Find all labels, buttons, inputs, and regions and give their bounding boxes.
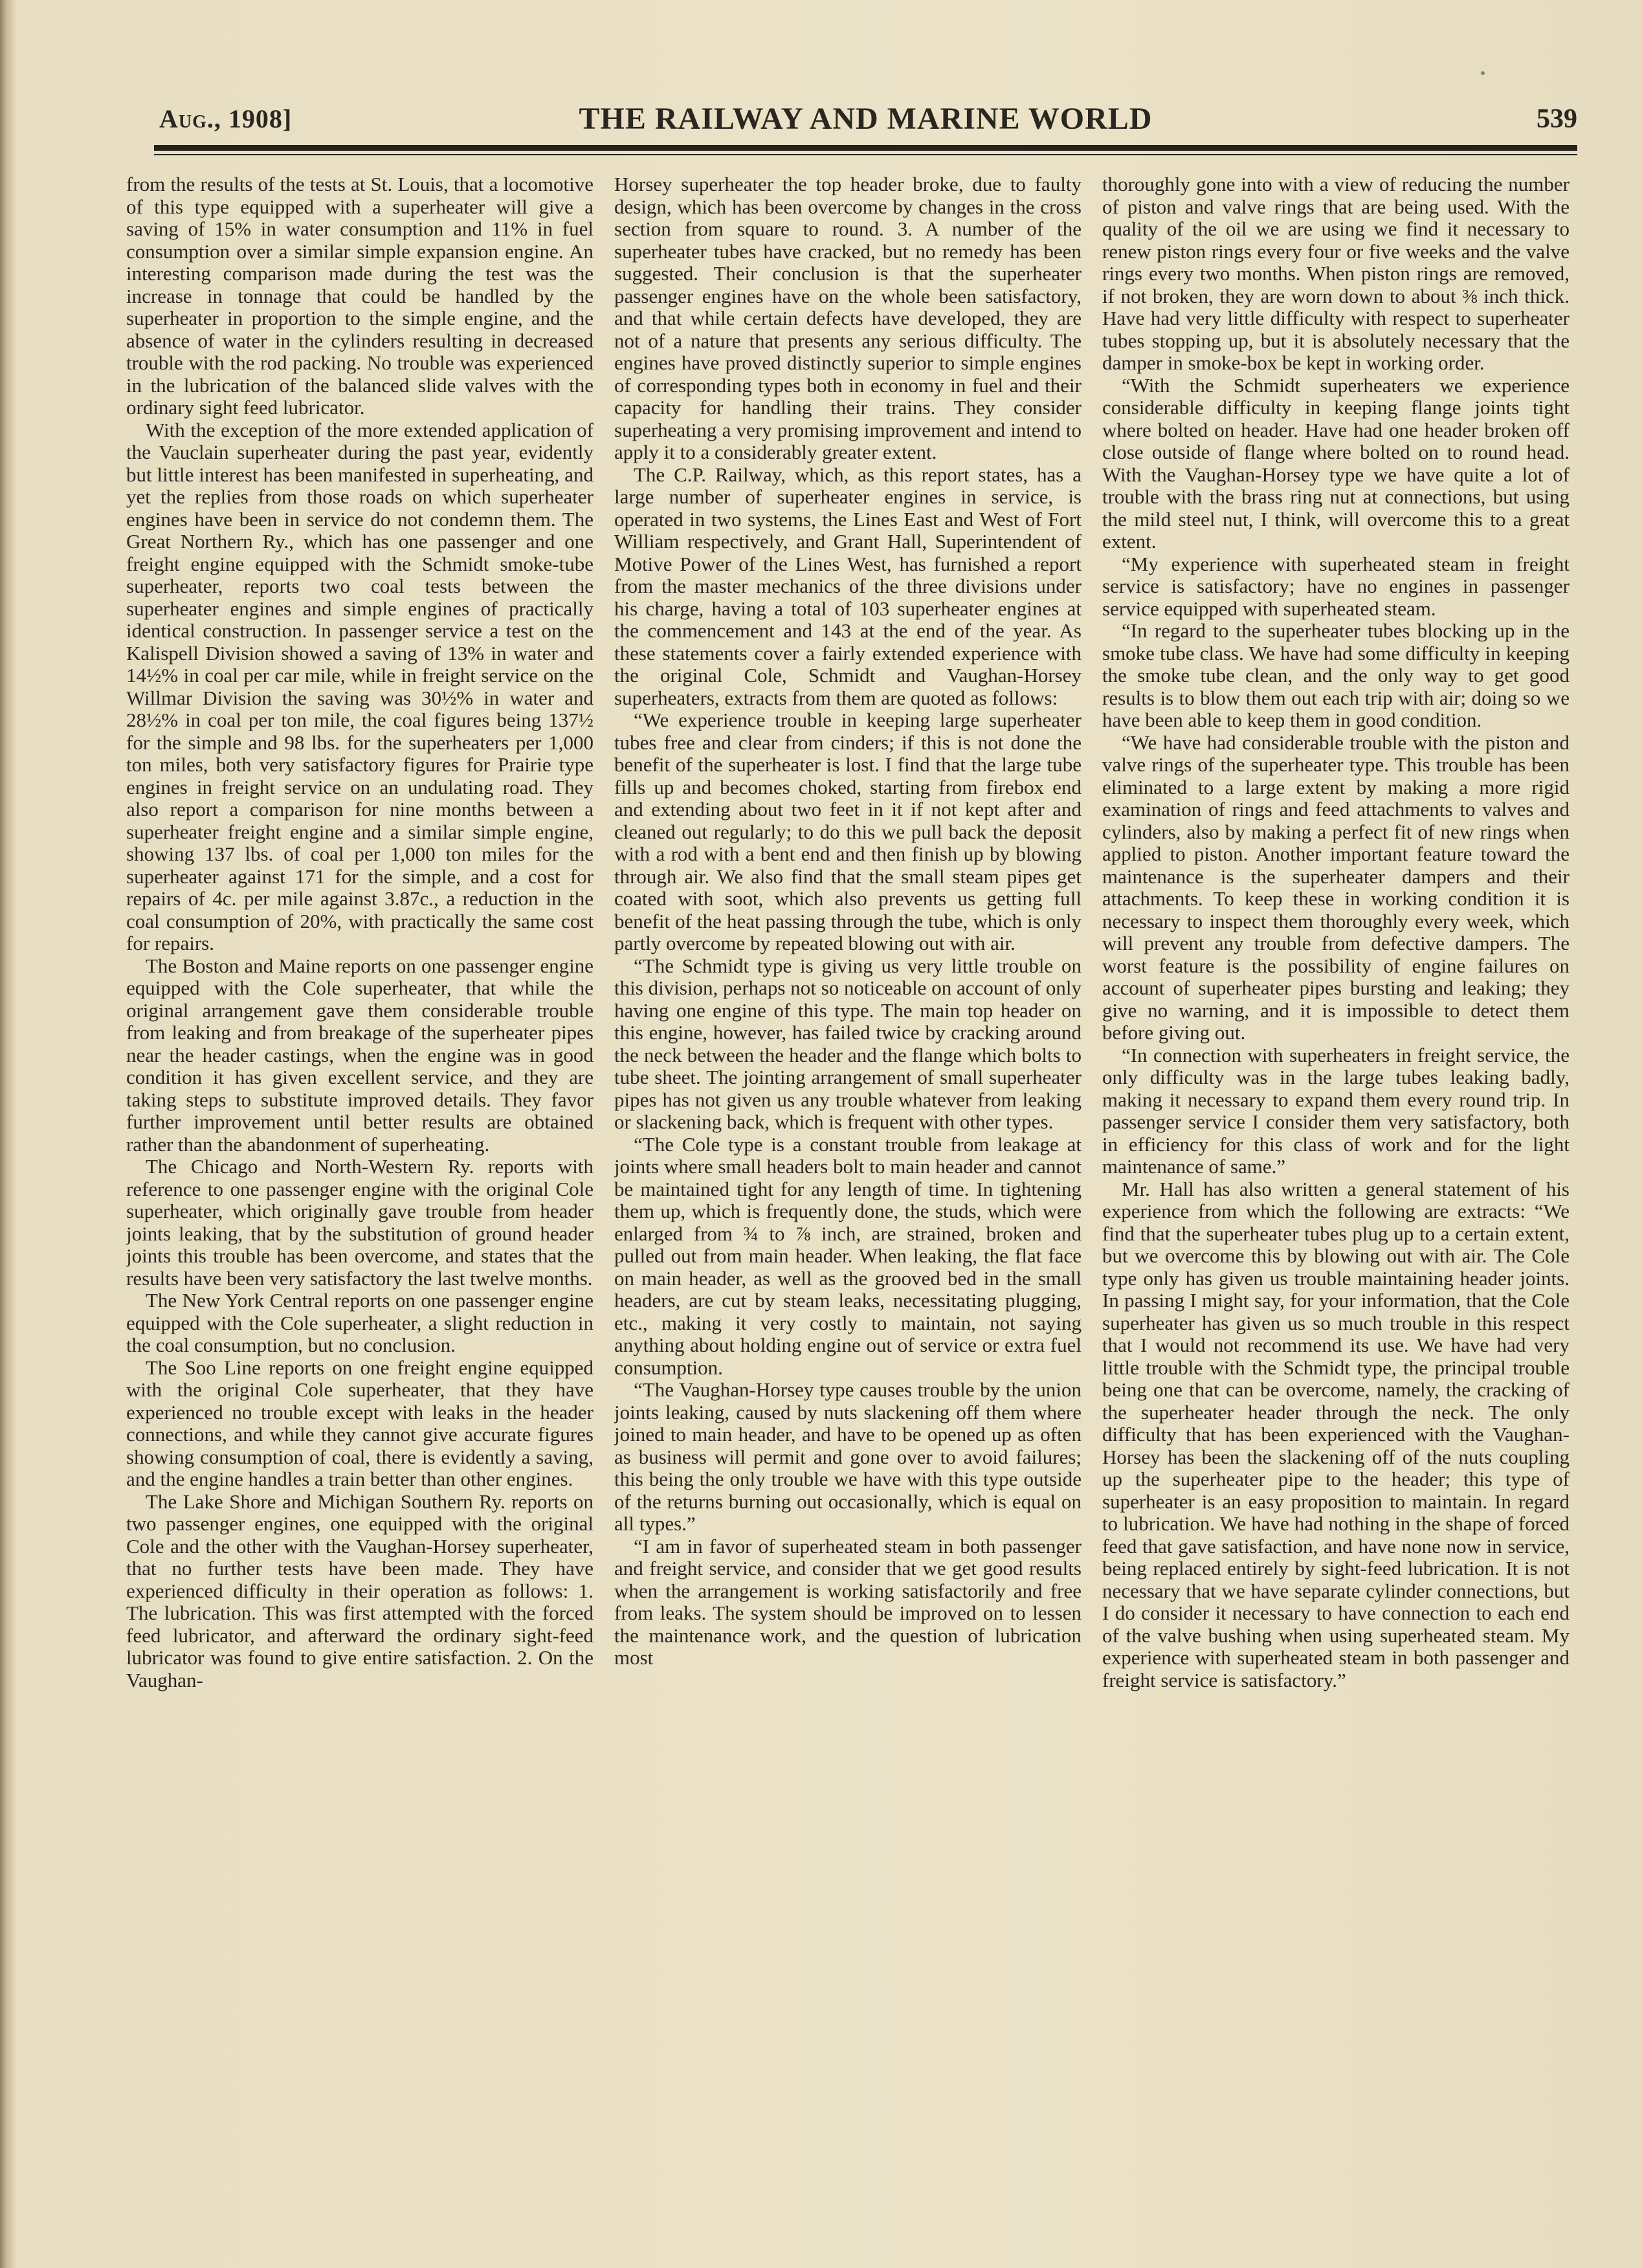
paragraph: “In regard to the superheater tubes blocking up in the smoke tube class. We have had some difficulty in keeping the smoke tube clean, and the only way to get good results is to blow them out each trip with air; doing so we have been able to keep them in good condition. (1102, 619, 1570, 731)
article-body (126, 173, 1570, 2244)
paragraph: “The Schmidt type is giving us very little trouble on this division, perhaps not so noticeable on account of only having one engine of this type. The main top header on this engine, however, has failed twice by cracking around the neck between the header and the flange which bolts to tube sheet. The jointing arrangement of small superheater pipes has not given us any trouble whatever from leaking or slackening back, which is frequent with other types. (614, 954, 1082, 1133)
column-1 (126, 173, 594, 2244)
paragraph: With the exception of the more extended application of the Vauclain superheater during the past year, evidently but little interest has been manifested in superheating, and yet the replies from those roads on which superheater engines have been in service do not condemn them. The Great Northern Ry., which has one passenger and one freight engine equipped with the Schmidt smoke-tube superheater, reports two coal tests between the superheater engines and simple engines of practically identical construction. In passenger service a test on the Kalispell Division showed a saving of 13% in water and 14½% in coal per car mile, while in freight service on the Willmar Division the saving was 30½% in water and 28½% in coal per ton mile, the coal figures being 137½ for the simple and 98 lbs. for the superheaters per 1,000 ton miles, both very satisfactory figures for Prairie type engines in freight service on an undulating road. They also report a comparison for nine months between a superheater freight engine and a similar simple engine, showing 137 lbs. of coal per 1,000 ton miles for the superheater against 171 for the simple, and a cost for repairs of 4c. per mile against 3.87c., a reduction in the coal consumption of 20%, with practically the same cost for repairs. (126, 418, 594, 954)
header-rule-thick (154, 145, 1577, 151)
running-header (154, 97, 1577, 142)
column-2 (614, 173, 1082, 2244)
publication-title: THE RAILWAY AND MARINE WORLD (579, 102, 1153, 136)
paragraph: Mr. Hall has also written a general statement of his experience from which the following are extracts: “We find that the superheater tubes plug up to a certain extent, but we overcome this by blowing out with air. The Cole type only has given us trouble maintaining header joints. In passing I might say, for your information, that the Cole superheater has given us so much trouble in this respect that I would not recommend its use. We have had very little trouble with the Schmidt type, the principal trouble being one that can be overcome, namely, the cracking of the superheater header through the neck. The only difficulty that has been experienced with the Vaughan-Horsey has been the slackening off of the nuts coupling up the superheater pipe to the header; this type of superheater is an easy proposition to maintain. In regard to lubrication. We have had nothing in the shape of forced feed that gave satisfaction, and have none now in service, being replaced entirely by sight-feed lubrication. It is not necessary that we have separate cylinder connections, but I do consider it necessary to have connection to each end of the valve bushing when using superheated steam. My experience with superheated steam in both passenger and freight service is satisfactory.” (1102, 1177, 1570, 1691)
paragraph: The Chicago and North-Western Ry. reports with reference to one passenger engine with the original Cole superheater, which originally gave trouble from header joints leaking, that by the substitution of ground header joints this trouble has been overcome, and states that the results have been very satisfactory the last twelve months. (126, 1155, 594, 1290)
paragraph: The Soo Line reports on one freight engine equipped with the original Cole superheater, that they have experienced no trouble except with leaks in the header connections, and while they cannot give accurate figures showing consumption of coal, there is evidently a saving, and the engine handles a train better than other engines. (126, 1356, 594, 1490)
paragraph: from the results of the tests at St. Louis, that a locomotive of this type equipped with a superheater will give a saving of 15% in water consumption and 11% in fuel consumption over a similar simple expansion engine. An interesting comparison made during the test was the increase in tonnage that could be handled by the superheater in proportion to the simple engine, and the absence of water in the cylinders resulting in decreased trouble with the rod packing. No trouble was experienced in the lubrication of the balanced slide valves with the ordinary sight feed lubricator. (126, 173, 594, 419)
paragraph: thoroughly gone into with a view of reducing the number of piston and valve rings that are being used. With the quality of the oil we are using we find it necessary to renew piston rings every four or five weeks and the valve rings every two months. When piston rings are removed, if not broken, they are worn down to about ⅜ inch thick. Have had very little difficulty with respect to superheater tubes stopping up, but it is absolutely necessary that the damper in smoke-box be kept in working order. (1102, 173, 1570, 374)
paragraph: “With the Schmidt superheaters we experience considerable difficulty in keeping flange joints tight where bolted on header. Have had one header broken off close outside of flange where bolted on to round head. With the Vaughan-Horsey type we have quite a lot of trouble with the brass ring nut at connections, but using the mild steel nut, I think, will overcome this to a great extent. (1102, 373, 1570, 553)
paragraph: “In connection with superheaters in freight service, the only difficulty was in the large tubes leaking badly, making it necessary to expand them every round trip. In passenger service I consider them very satisfactory, both in efficiency for this class of work and for the light maintenance of same.” (1102, 1043, 1570, 1178)
paragraph: The Boston and Maine reports on one passenger engine equipped with the Cole superheater, that while the original arrangement gave them considerable trouble from leaking and from breakage of the superheater pipes near the header castings, when the engine was in good condition it has given excellent service, and they are taking steps to substitute improved details. They favor further improvement until better results are obtained rather than the abandonment of superheating. (126, 954, 594, 1156)
page-number: 539 (1537, 104, 1577, 134)
paragraph: “We experience trouble in keeping large superheater tubes free and clear from cinders; if this is not done the benefit of the superheater is lost. I find that the large tube fills up and becomes choked, starting from firebox end and extending about two feet in it if not kept after and cleaned out regularly; to do this we pull back the deposit with a rod with a bent end and then finish up by blowing through air. We also find that the small steam pipes get coated with soot, which also prevents us getting full benefit of the heat passing through the tube, which is only partly overcome by repeated blowing out with air. (614, 709, 1082, 954)
column-3 (1102, 173, 1570, 2244)
paragraph: Horsey superheater the top header broke, due to faulty design, which has been overcome by changes in the cross section from square to round. 3. A number of the superheater tubes have cracked, but no remedy has been suggested. Their conclusion is that the superheater passenger engines have on the whole been satisfactory, and that while certain defects have developed, they are not of a nature that presents any serious difficulty. The engines have proved distinctly superior to simple engines of corresponding types both in economy in fuel and their capacity for handling their trains. They consider superheating a very promising improvement and intend to apply it to a considerably greater extent. (614, 173, 1082, 463)
header-rule-thin (154, 154, 1577, 155)
paragraph: The New York Central reports on one passenger engine equipped with the Cole superheater, a slight reduction in the coal consumption, but no conclusion. (126, 1289, 594, 1356)
issue-date: Aug., 1908] (159, 104, 293, 133)
paragraph: “The Cole type is a constant trouble from leakage at joints where small headers bolt to main header and cannot be maintained tight for any length of time. In tightening them up, which is frequently done, the studs, which were enlarged from ¾ to ⅞ inch, are strained, broken and pulled out from main header. When leaking, the flat face on main header, as well as the grooved bed in the small headers, are cut by steam leaks, necessitating plugging, etc., making it very costly to maintain, not saying anything about holding engine out of service or extra fuel consumption. (614, 1132, 1082, 1379)
paper-blemish (1481, 71, 1485, 75)
paragraph: “My experience with superheated steam in freight service is satisfactory; have no engines in passenger service equipped with superheated steam. (1102, 552, 1570, 620)
paragraph: The Lake Shore and Michigan Southern Ry. reports on two passenger engines, one equipped with the original Cole and the other with the Vaughan-Horsey superheater, that no further tests have been made. They have experienced difficulty in their operation as follows: 1. The lubrication. This was first attempted with the forced feed lubricator, and afterward the ordinary sight-feed lubricator was found to give entire satisfaction. 2. On the Vaughan- (126, 1490, 594, 1691)
paragraph: “The Vaughan-Horsey type causes trouble by the union joints leaking, caused by nuts slackening off them where joined to main header, and have to be opened up as often as business will permit and gone over to avoid failures; this being the only trouble we have with this type outside of the returns burning out occasionally, which is equal on all types.” (614, 1378, 1082, 1535)
paragraph: “I am in favor of superheated steam in both passenger and freight service, and consider that we get good results when the arrangement is working satisfactorily and free from leaks. The system should be improved on to lessen the maintenance work, and the question of lubrication most (614, 1534, 1082, 1669)
paragraph: The C.P. Railway, which, as this report states, has a large number of superheater engines in service, is operated in two systems, the Lines East and West of Fort William respectively, and Grant Hall, Superintendent of Motive Power of the Lines West, has furnished a report from the master mechanics of the three divisions under his charge, having a total of 103 superheater engines at the commencement and 143 at the end of the year. As these statements cover a fairly extended experience with the original Cole, Schmidt and Vaughan-Horsey superheaters, extracts from them are quoted as follows: (614, 463, 1082, 709)
paragraph: “We have had considerable trouble with the piston and valve rings of the superheater type. This trouble has been eliminated to a large extent by making a more rigid examination of rings and feed attachments to valves and cylinders, also by making a perfect fit of new rings when applied to piston. Another important feature toward the maintenance is the superheater dampers and their attachments. To keep these in working condition it is necessary to inspect them thoroughly every week, which will prevent any trouble from defective dampers. The worst feature is the possibility of engine failures on account of superheater pipes bursting and leaking; they give no warning, and it is impossible to detect them before giving out. (1102, 731, 1570, 1044)
